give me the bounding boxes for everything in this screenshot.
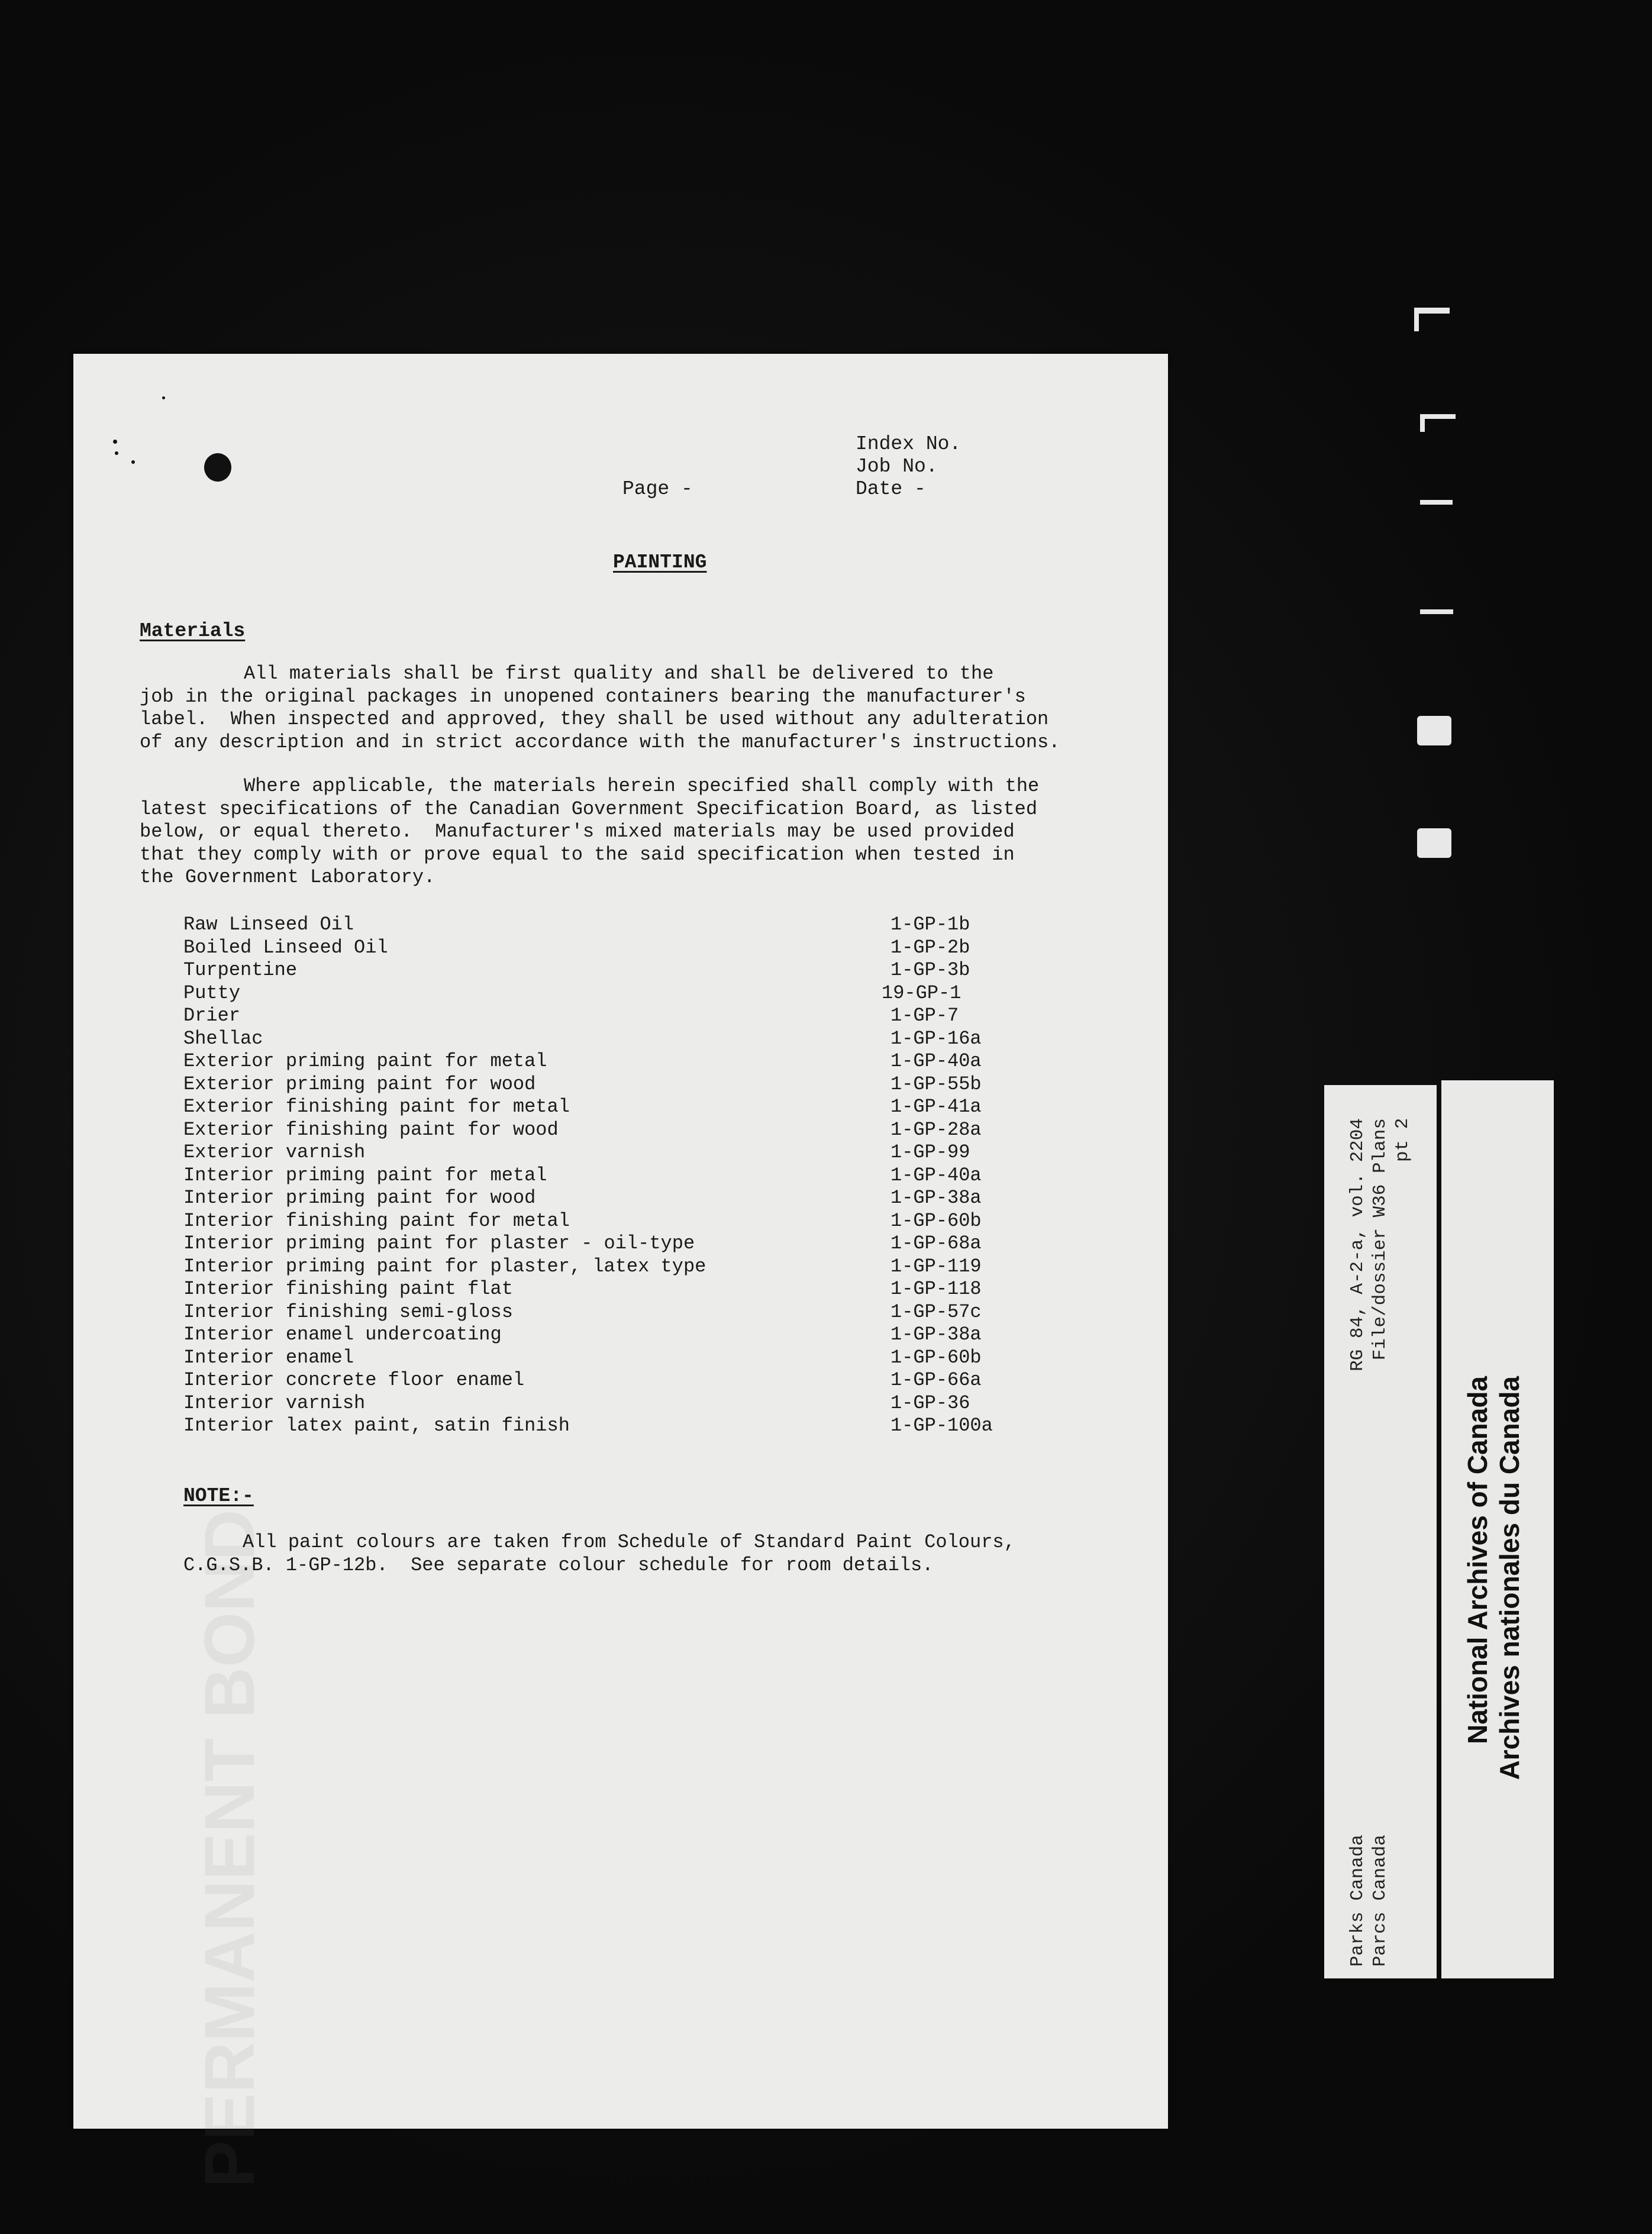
spec-material-name: Interior latex paint, satin finish [183,1415,570,1436]
spec-code: 1-GP-36 [890,1392,970,1414]
spec-material-name: Interior priming paint for plaster, latex type [183,1255,706,1277]
spec-row [183,1232,1041,1255]
spec-row [183,1301,1041,1324]
spec-material-name: Turpentine [183,959,298,981]
document-page [73,354,1168,2188]
frame-marks [1408,296,1491,887]
spec-material-name: Boiled Linseed Oil [183,936,388,958]
spec-code: 1-GP-38a [890,1187,982,1209]
page-label: Page - [622,478,693,500]
spec-material-name: Interior finishing paint for metal [183,1209,570,1232]
spec-row [183,1210,1041,1233]
spec-row [183,1278,1041,1301]
spec-code: 1-GP-68a [890,1232,982,1254]
paragraph-line: latest specifications of the Canadian Government Specification Board, as listed [140,798,1038,820]
archive-reference-line1: RG 84, A-2-a, vol. 2204 [1347,1118,1368,1371]
paragraph-line: All materials shall be first quality and shall be delivered to the [244,663,994,685]
spec-material-name: Drier [183,1005,241,1026]
spec-row [183,1255,1041,1279]
spec-row [183,1392,1041,1415]
spec-material-name: Exterior finishing paint for metal [183,1096,570,1118]
spec-code: 1-GP-60b [890,1346,982,1368]
job-no-label: Job No. [856,456,938,477]
faint-watermark: PERMANENT BOND [190,1509,269,2188]
archive-reference-line3: pt 2 [1392,1118,1413,1163]
spec-row [183,1347,1041,1370]
national-archives-en: National Archives of Canada [1462,1376,1493,1745]
note-line: C.G.S.B. 1-GP-12b. See separate colour schedule for room details. [183,1554,934,1576]
spec-material-name: Interior enamel undercoating [183,1323,502,1345]
archive-label-reference [1324,1085,1437,1978]
date-label: Date - [856,478,926,500]
paragraph-line: that they comply with or prove equal to the said specification when tested in [140,843,1015,866]
spec-row [183,959,1041,982]
spec-material-name: Exterior finishing paint for wood [183,1118,559,1141]
spec-material-name: Interior finishing semi-gloss [183,1300,513,1323]
spec-code: 1-GP-2b [890,936,970,958]
spec-code: 1-GP-119 [890,1255,982,1277]
spec-row [183,1415,1041,1438]
spec-material-name: Exterior priming paint for wood [183,1073,536,1095]
spec-code: 1-GP-16a [890,1027,982,1050]
spec-row [183,1050,1041,1073]
document-title: PAINTING [613,551,707,573]
spec-material-name: Raw Linseed Oil [183,913,354,935]
paragraph-line: label. When inspected and approved, they shall be used without any adulteration [140,708,1049,730]
spec-code: 1-GP-1b [890,913,970,935]
archive-reference-line2: File/dossier W36 Plans [1370,1118,1390,1361]
archive-label-nac [1441,1080,1554,1978]
spec-material-name: Interior enamel [183,1346,354,1368]
spec-code: 1-GP-40a [890,1164,982,1186]
spec-material-name: Shellac [183,1027,263,1050]
parks-canada-en: Parks Canada [1347,1834,1368,1967]
note-line: All paint colours are taken from Schedule of Standard Paint Colours, [243,1531,1015,1553]
spec-row [183,1005,1041,1028]
spec-code: 1-GP-66a [890,1369,982,1391]
spec-row [183,1096,1041,1119]
spec-row [183,1369,1041,1392]
spec-material-name: Interior varnish [183,1392,366,1414]
spec-code: 1-GP-40a [890,1050,982,1072]
paragraph-line: Where applicable, the materials herein specified shall comply with the [244,775,1040,797]
spec-code: 1-GP-55b [890,1073,982,1095]
note-text [183,1531,1154,1577]
spec-material-name: Interior finishing paint flat [183,1278,513,1300]
spec-material-name: Putty [183,982,241,1004]
spec-row [183,1073,1041,1096]
spec-row [183,982,1041,1005]
spec-code: 1-GP-99 [890,1141,970,1163]
paragraph-line: job in the original packages in unopened containers bearing the manufacturer's [140,685,1026,708]
spec-code: 1-GP-3b [890,959,970,981]
paragraph-specifications [140,775,1110,889]
spec-row [183,1323,1041,1347]
spec-code: 19-GP-1 [882,982,961,1004]
spec-row [183,1119,1041,1142]
spec-row [183,1028,1041,1051]
spec-code: 1-GP-57c [890,1300,982,1323]
paragraph-line: the Government Laboratory. [140,866,435,888]
spec-code: 1-GP-28a [890,1118,982,1141]
specification-list [183,913,1041,1438]
spec-material-name: Interior priming paint for metal [183,1164,547,1186]
spec-material-name: Exterior varnish [183,1141,366,1163]
spec-material-name: Exterior priming paint for metal [183,1050,547,1072]
parks-canada-fr: Parcs Canada [1370,1834,1390,1967]
spec-code: 1-GP-7 [890,1005,959,1026]
spec-code: 1-GP-41a [890,1096,982,1118]
spec-material-name: Interior priming paint for plaster - oil-type [183,1232,695,1254]
spec-code: 1-GP-100a [890,1415,993,1436]
spec-row [183,913,1041,937]
spec-row [183,1141,1041,1164]
paragraph-line: of any description and in strict accordance with the manufacturer's instructions. [140,731,1060,753]
paragraph-materials [140,663,1110,754]
spec-material-name: Interior concrete floor enamel [183,1369,525,1391]
spec-row [183,1164,1041,1187]
spec-row [183,1187,1041,1210]
spec-material-name: Interior priming paint for wood [183,1187,536,1209]
materials-heading: Materials [140,620,246,642]
note-heading: NOTE:- [183,1485,254,1507]
spec-row [183,937,1041,960]
spec-code: 1-GP-118 [890,1278,982,1300]
paragraph-line: below, or equal thereto. Manufacturer's mixed materials may be used provided [140,821,1015,842]
spec-code: 1-GP-60b [890,1209,982,1232]
national-archives-fr: Archives nationales du Canada [1494,1376,1525,1780]
index-no-label: Index No. [856,433,961,455]
spec-code: 1-GP-38a [890,1323,982,1345]
